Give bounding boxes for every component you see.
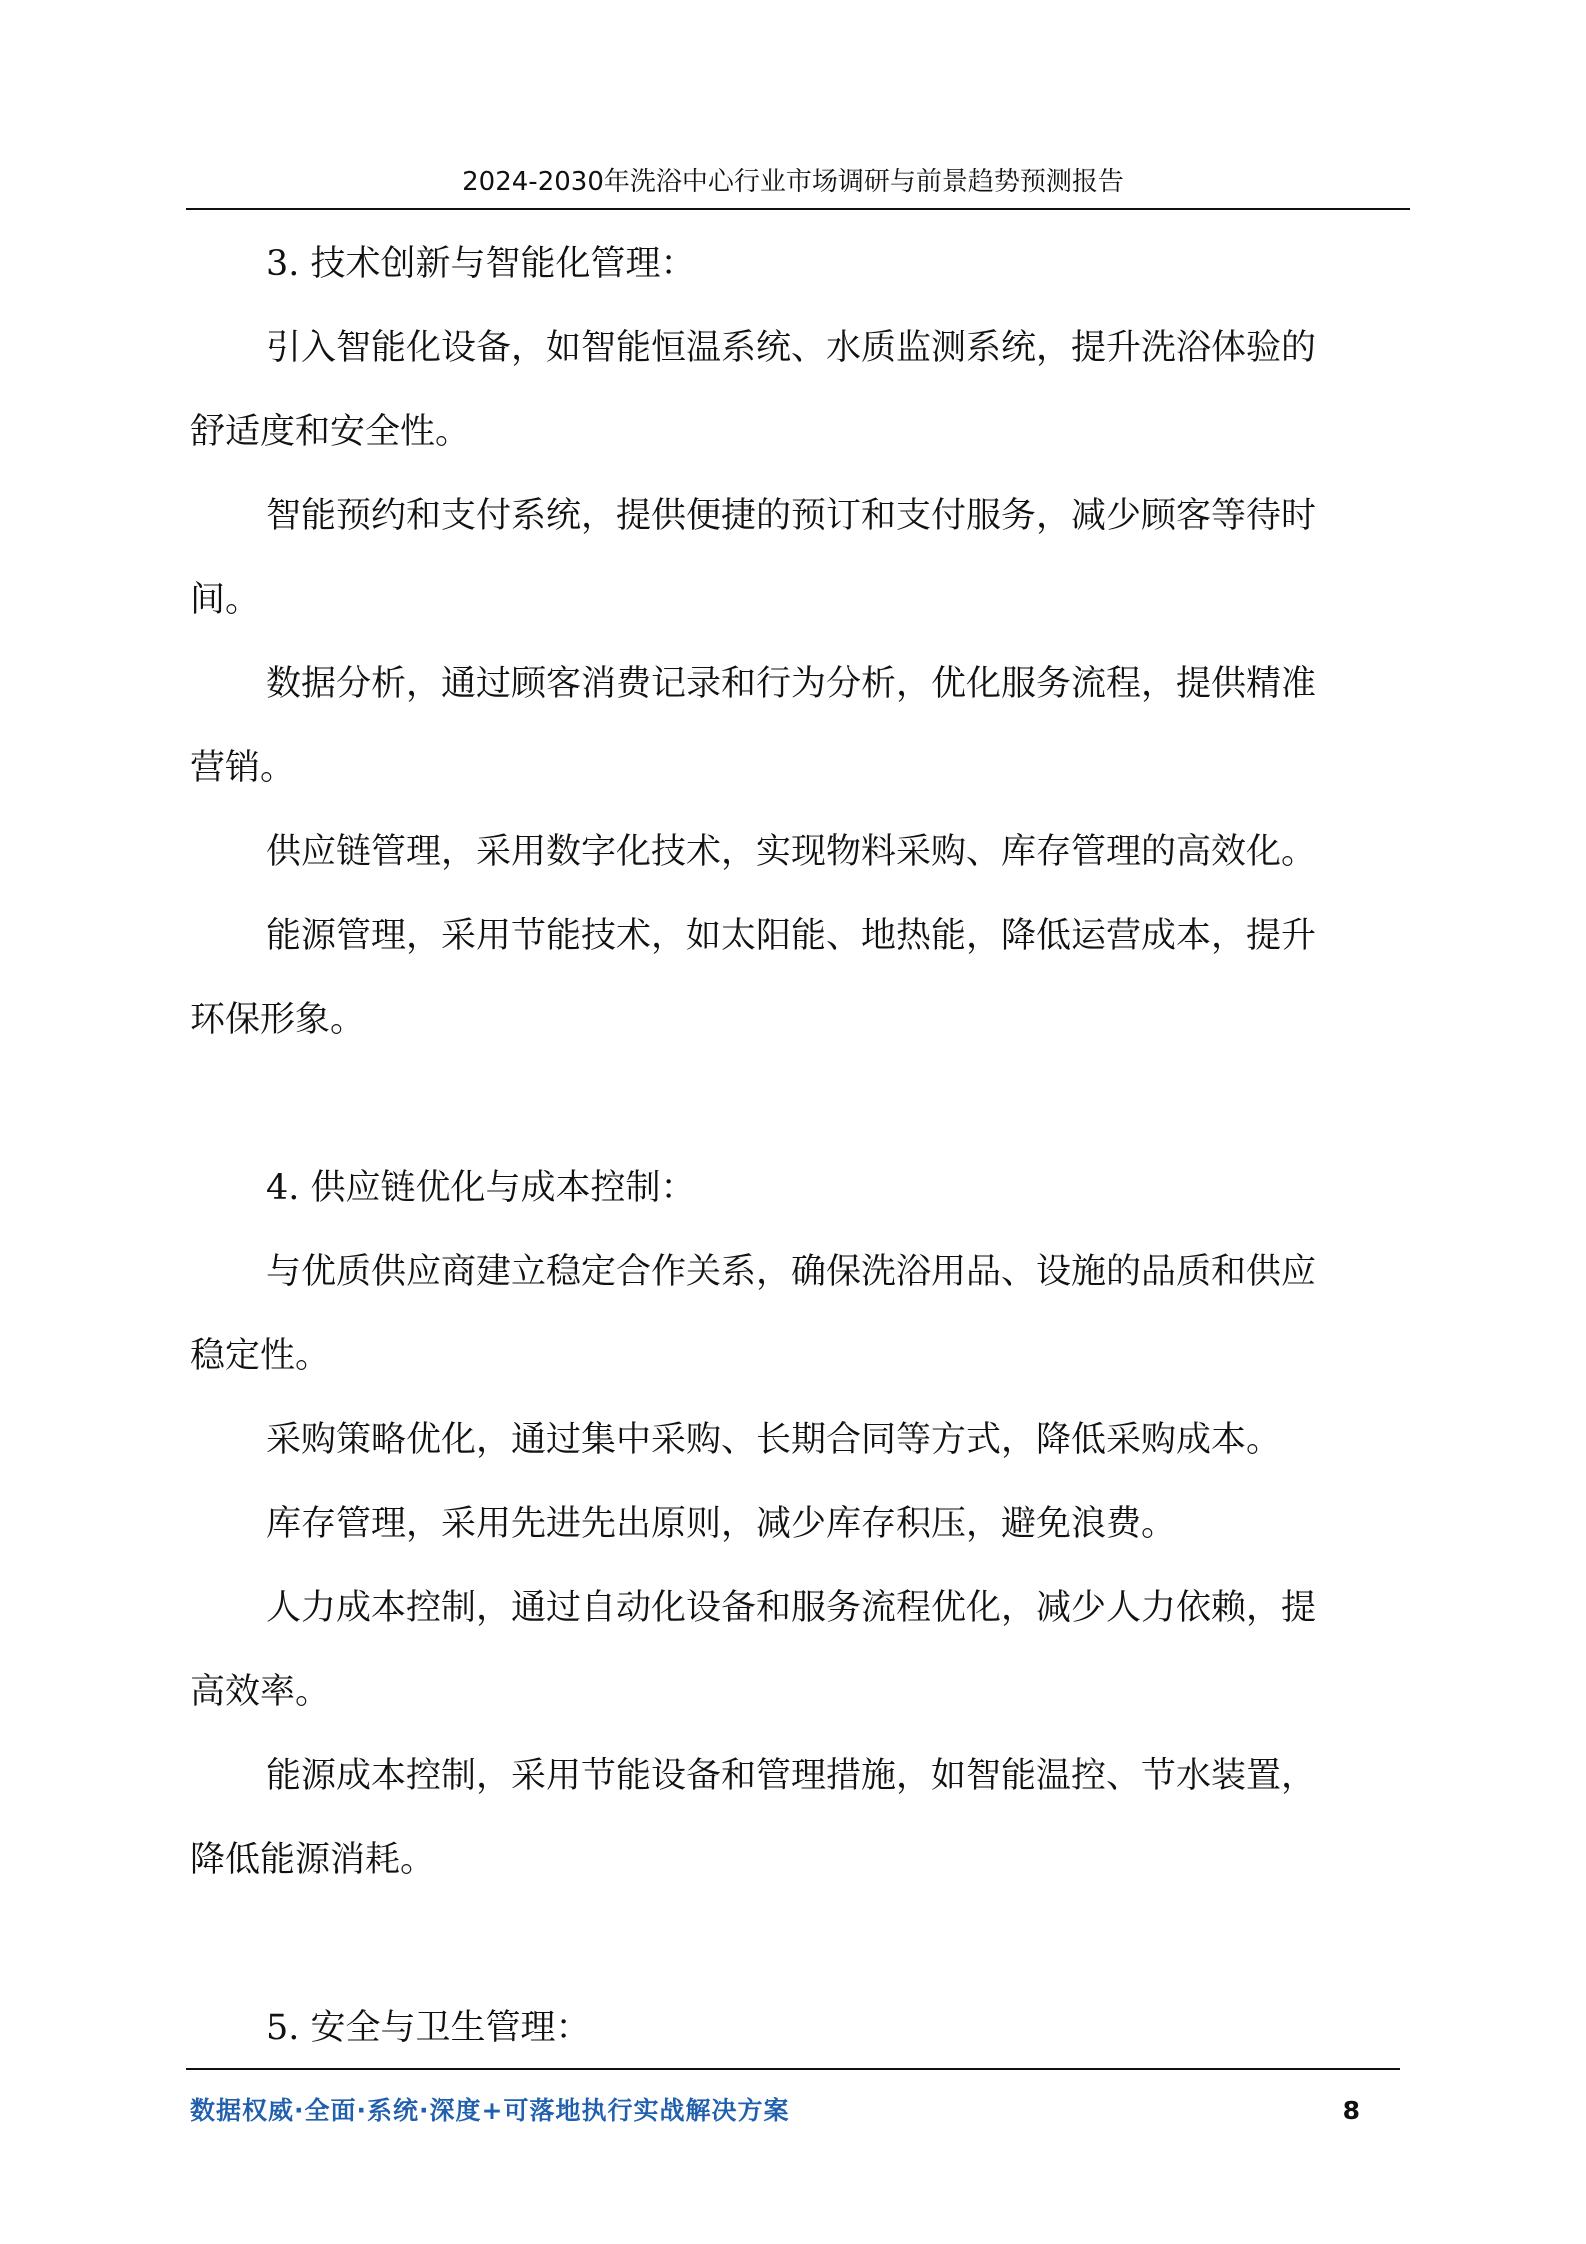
paragraph-line: 间。 bbox=[190, 580, 261, 620]
paragraph-line: 高效率。 bbox=[190, 1672, 331, 1712]
paragraph-line: 能源管理，采用节能技术，如太阳能、地热能，降低运营成本，提升 bbox=[266, 916, 1317, 956]
paragraph-line: 数据分析，通过顾客消费记录和行为分析，优化服务流程，提供精准 bbox=[266, 664, 1317, 704]
page-number: 8 bbox=[1342, 2096, 1360, 2125]
paragraph-line: 环保形象。 bbox=[190, 1000, 366, 1040]
section-gap bbox=[190, 1902, 1400, 1986]
footer-divider bbox=[186, 2068, 1400, 2070]
section-heading: 3. 技术创新与智能化管理： bbox=[266, 244, 696, 284]
section-gap bbox=[190, 1062, 1400, 1146]
paragraph-line: 智能预约和支付系统，提供便捷的预订和支付服务，减少顾客等待时 bbox=[266, 496, 1317, 536]
section-heading: 5. 安全与卫生管理： bbox=[266, 2008, 591, 2048]
paragraph-line: 降低能源消耗。 bbox=[190, 1840, 436, 1880]
paragraph-line: 舒适度和安全性。 bbox=[190, 412, 471, 452]
paragraph-line: 稳定性。 bbox=[190, 1336, 331, 1376]
document-body bbox=[190, 222, 1400, 2070]
page-header-title: 2024-2030年洗浴中心行业市场调研与前景趋势预测报告 bbox=[462, 167, 1124, 197]
paragraph-line: 与优质供应商建立稳定合作关系，确保洗浴用品、设施的品质和供应 bbox=[266, 1252, 1317, 1292]
paragraph-line: 采购策略优化，通过集中采购、长期合同等方式，降低采购成本。 bbox=[266, 1420, 1282, 1460]
paragraph-line: 供应链管理，采用数字化技术，实现物料采购、库存管理的高效化。 bbox=[266, 832, 1317, 872]
paragraph-line: 人力成本控制，通过自动化设备和服务流程优化，减少人力依赖，提 bbox=[266, 1588, 1317, 1628]
section-heading: 4. 供应链优化与成本控制： bbox=[266, 1168, 696, 1208]
paragraph-line: 库存管理，采用先进先出原则，减少库存积压，避免浪费。 bbox=[266, 1504, 1177, 1544]
paragraph-line: 引入智能化设备，如智能恒温系统、水质监测系统，提升洗浴体验的 bbox=[266, 328, 1317, 368]
paragraph-line: 营销。 bbox=[190, 748, 296, 788]
footer-slogan: 数据权威·全面·系统·深度+可落地执行实战解决方案 bbox=[190, 2096, 790, 2125]
header-divider bbox=[186, 208, 1410, 210]
paragraph-line: 能源成本控制，采用节能设备和管理措施，如智能温控、节水装置， bbox=[266, 1756, 1317, 1796]
